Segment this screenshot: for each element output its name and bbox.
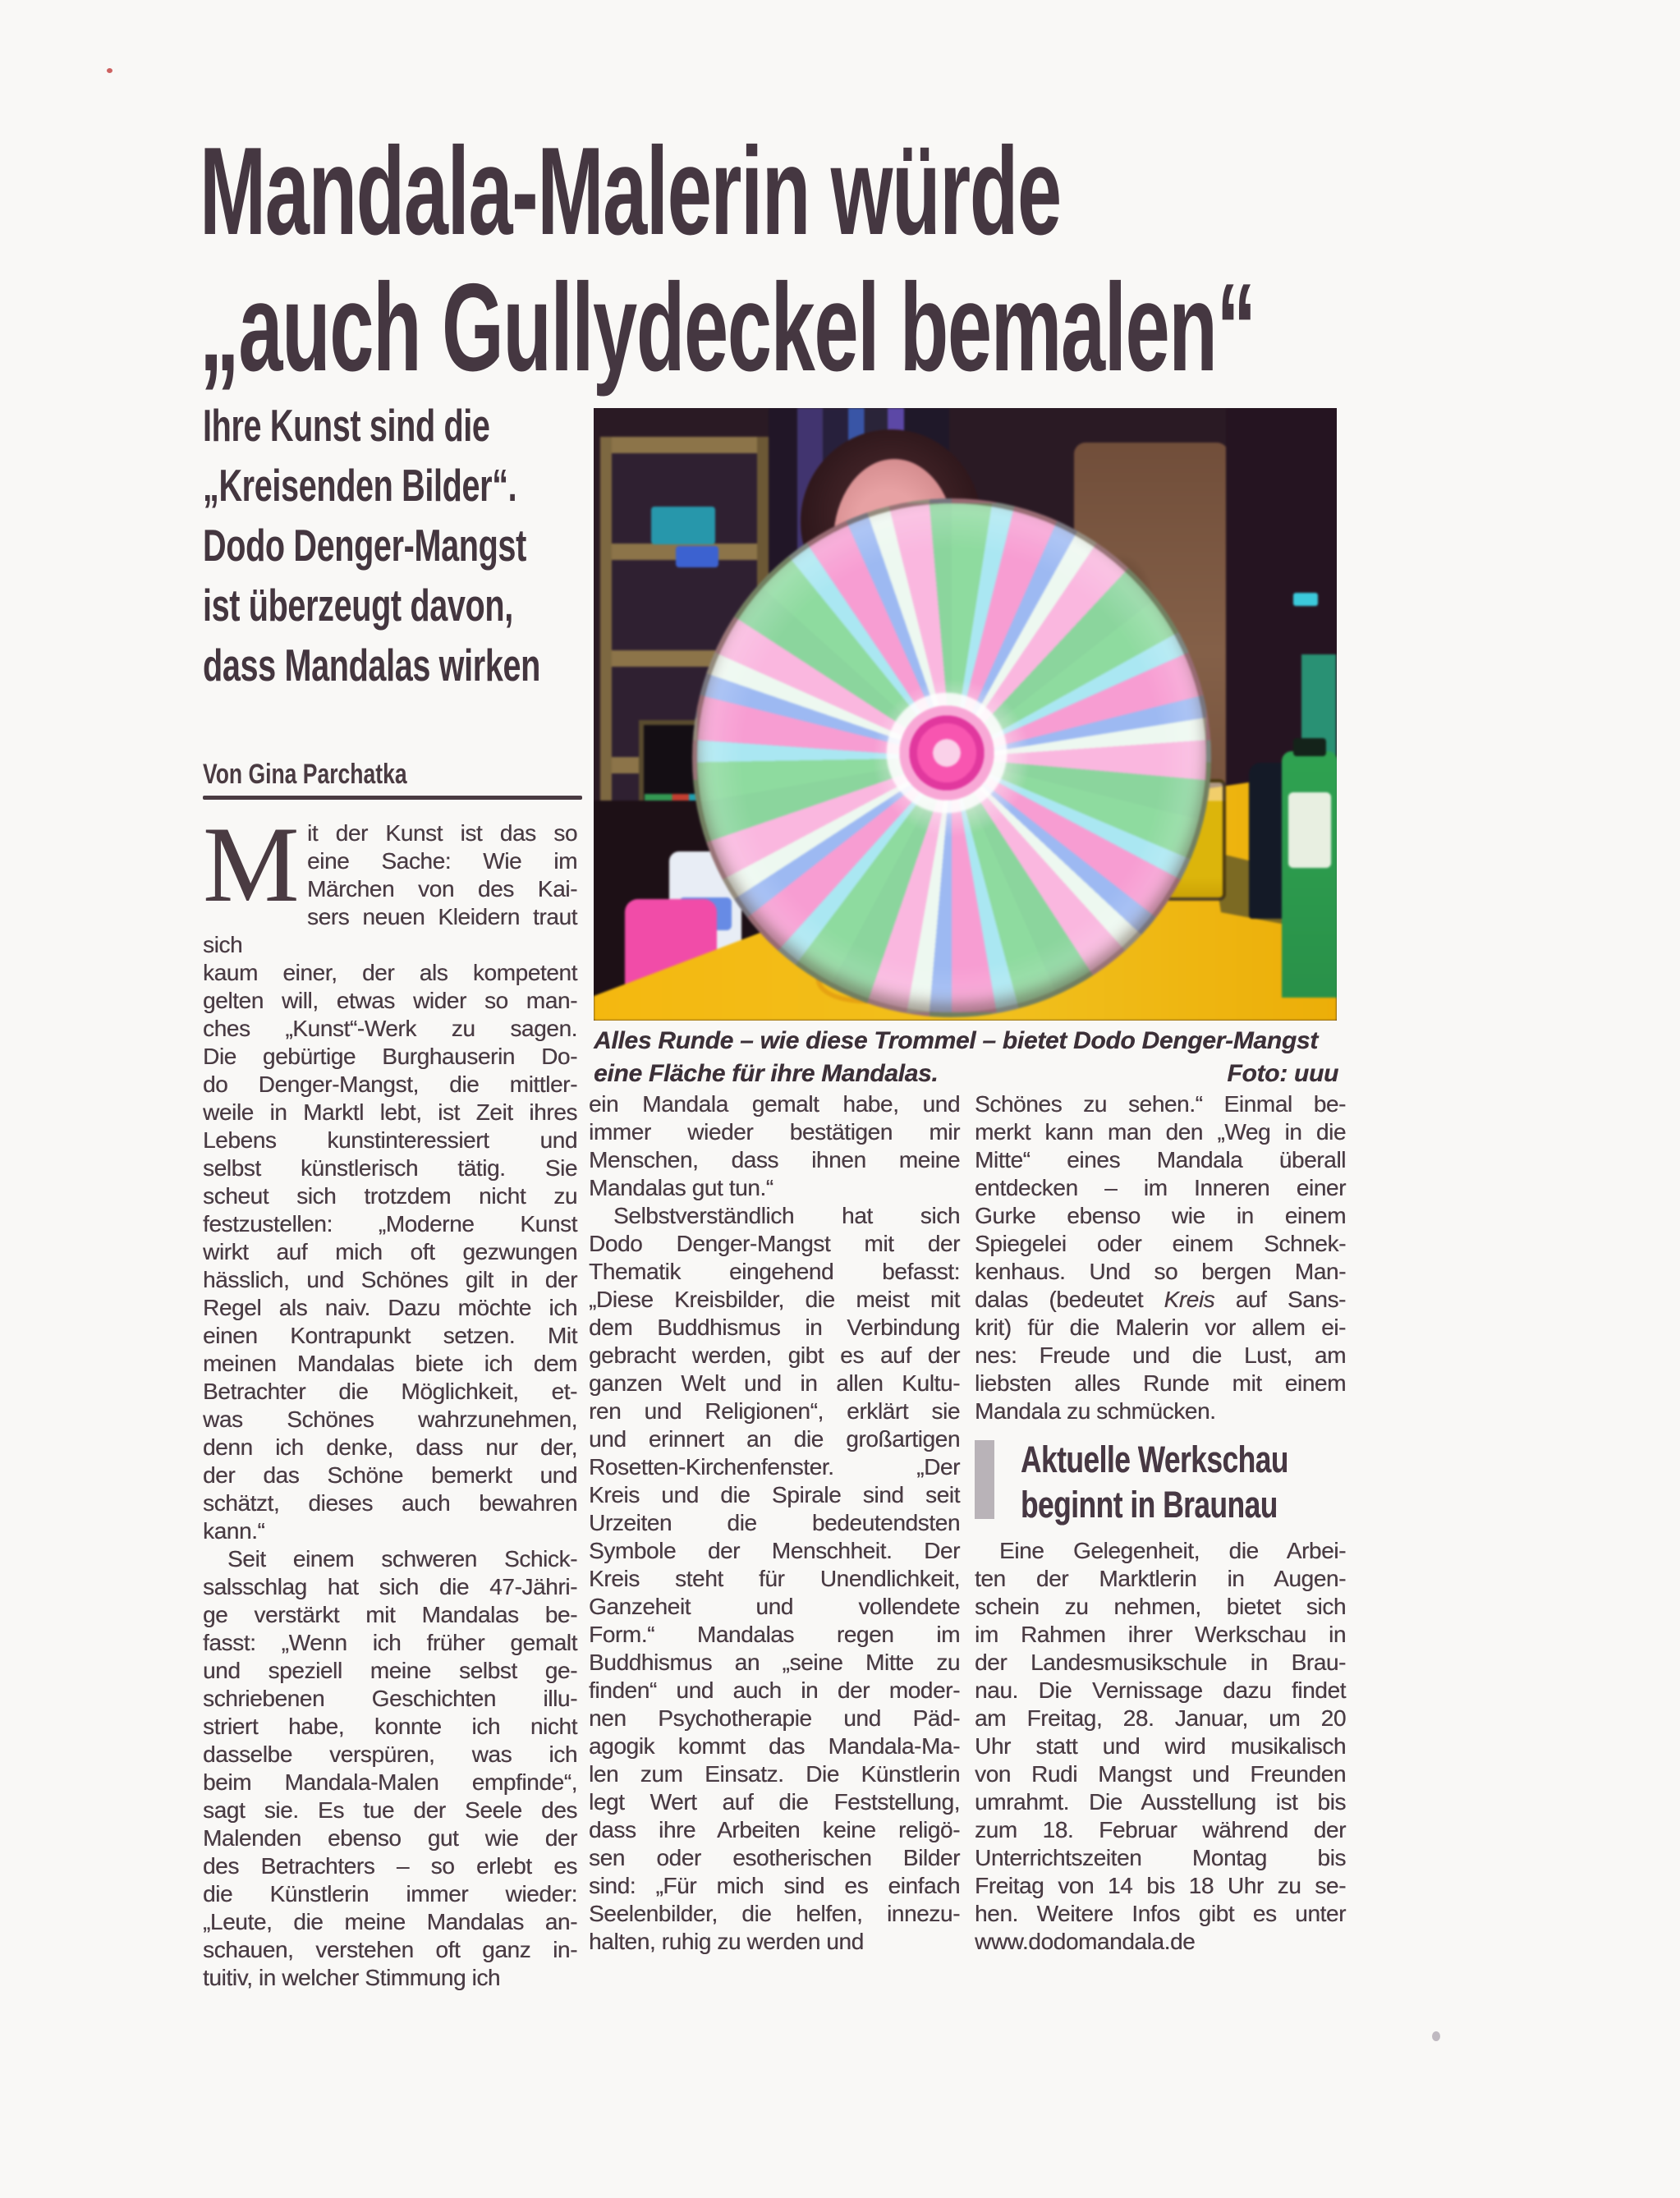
- text-line: agogik kommt das Mandala-Ma-: [589, 1733, 960, 1759]
- text-line: dass ihre Arbeiten keine religö-: [589, 1817, 960, 1842]
- byline-rule: [203, 796, 582, 800]
- text-line: gebracht werden, gibt es auf der: [589, 1342, 960, 1368]
- column-subhead: [975, 1437, 1346, 1527]
- photo-caption: [594, 1025, 1338, 1090]
- text-line: von Rudi Mangst und Freunden: [975, 1761, 1346, 1787]
- drum-center-flower: [877, 683, 1017, 823]
- text-line: merkt kann man den „Weg in die: [975, 1119, 1346, 1145]
- text-line: Regel als naiv. Dazu möchte ich: [203, 1295, 577, 1320]
- text-line: ches „Kunst“-Werk zu sagen.: [203, 1016, 577, 1041]
- caption-line1: Alles Runde – wie diese Trommel – bietet Dodo Denger-Mangst: [594, 1027, 1318, 1054]
- text-line: nes: Freude und die Lust, am: [975, 1342, 1346, 1368]
- paragraph: [975, 1090, 1346, 1425]
- text-line: halten, ruhig zu werden und: [589, 1929, 864, 1954]
- text-line: it der Kunst ist das so: [306, 820, 577, 846]
- text-line: Unterrichtszeiten Montag bis: [975, 1845, 1346, 1870]
- text-line: Seelenbilder, die helfen, innezu-: [589, 1901, 960, 1926]
- paragraph: [203, 1545, 577, 1992]
- text-line: Dodo Denger-Mangst mit der: [589, 1231, 960, 1256]
- text-line: schriebenen Geschichten illu-: [203, 1686, 577, 1711]
- text-line: dasselbe verspüren, was ich: [203, 1741, 577, 1767]
- scan-dust-speck: [1432, 2031, 1440, 2041]
- text-line: Malenden ebenso gut wie der: [203, 1825, 577, 1851]
- text-line: weile in Marktl lebt, ist Zeit ihres: [203, 1099, 577, 1125]
- text-line: kenhaus. Und so bergen Man-: [975, 1259, 1346, 1284]
- text-line: sind: „Für mich sind es einfach: [589, 1873, 960, 1898]
- photo-scene: [594, 408, 1337, 1021]
- text-line: ganzen Welt und in allen Kultu-: [589, 1370, 960, 1396]
- text-line: gelten will, etwas wider so man-: [203, 988, 577, 1013]
- text-line: schätzt, dieses auch bewahren: [203, 1490, 577, 1516]
- text-line: dass Mandalas wirken: [203, 640, 540, 691]
- text-line: krit) für die Malerin vor allem ei-: [975, 1315, 1346, 1340]
- text-line: „Diese Kreisbilder, die meist mit: [589, 1287, 960, 1312]
- text-line: Betrachter die Möglichkeit, et-: [203, 1379, 577, 1404]
- text-column-2: [589, 1090, 960, 1956]
- paragraph: [589, 1090, 960, 1202]
- text-line: Ihre Kunst sind die: [203, 400, 490, 451]
- text-line: salsschlag hat sich die 47-Jähri-: [203, 1574, 577, 1599]
- text-line: Selbstverständlich hat sich: [613, 1203, 960, 1228]
- green-bottle: [1282, 751, 1337, 998]
- shelf-item-blue: [676, 546, 718, 567]
- text-line: do Denger-Mangst, die mittler-: [203, 1071, 577, 1097]
- text-line: was Schönes wahrzunehmen,: [203, 1406, 577, 1432]
- paragraph: [975, 1537, 1346, 1956]
- text-line: kann.“: [203, 1518, 265, 1544]
- text-line: Kreis und die Spirale sind seit: [589, 1482, 960, 1507]
- text-line: meinen Mandalas biete ich dem: [203, 1351, 577, 1376]
- text-line: Form.“ Mandalas regen im: [589, 1622, 960, 1647]
- text-line: liebsten alles Runde mit einem: [975, 1370, 1346, 1396]
- shelf-item-teal: [651, 507, 715, 544]
- text-line: Buddhismus an „seine Mitte zu: [589, 1650, 960, 1675]
- text-column-3: [975, 1090, 1346, 1956]
- green-bottle-cap: [1293, 738, 1326, 756]
- text-line: ten der Marktlerin in Augen-: [975, 1566, 1346, 1591]
- text-line: nau. Die Vernissage dazu findet: [975, 1677, 1346, 1703]
- text-line: tuitiv, in welcher Stimmung ich: [203, 1965, 501, 1990]
- subhead-line: beginnt in Braunau: [1021, 1484, 1278, 1526]
- text-line: ge verstärkt mit Mandalas be-: [203, 1602, 577, 1627]
- text-line: Kreis steht für Unendlichkeit,: [589, 1566, 960, 1591]
- text-line: „Kreisenden Bilder“.: [203, 460, 517, 511]
- text-line: „auch Gullydeckel bemalen“: [200, 258, 1255, 397]
- text-line: Thematik eingehend befasst:: [589, 1259, 960, 1284]
- article-photo: [594, 408, 1337, 1021]
- scan-dust-speck: [107, 68, 112, 73]
- text-line: hässlich, und Schönes gilt in der: [203, 1267, 577, 1292]
- text-line: im Rahmen ihrer Werkschau in: [975, 1622, 1346, 1647]
- text-line: schein zu nehmen, bietet sich: [975, 1594, 1346, 1619]
- text-line: „Leute, die meine Mandalas an-: [203, 1909, 577, 1934]
- text-line: wirkt auf mich oft gezwungen: [203, 1239, 577, 1264]
- text-line: nen Psychotherapie und Päd-: [589, 1705, 960, 1731]
- text-line: Rosetten-Kirchenfenster. „Der: [589, 1454, 960, 1480]
- text-line: Dodo Denger-Mangst: [203, 520, 526, 571]
- subhead-bar: [975, 1440, 994, 1519]
- text-line: Mitte“ eines Mandala überall: [975, 1147, 1346, 1172]
- text-line: beim Mandala-Malen empfinde“,: [203, 1769, 577, 1795]
- text-line: Eine Gelegenheit, die Arbei-: [999, 1538, 1346, 1563]
- text-line: immer wieder bestätigen mir: [589, 1119, 960, 1145]
- text-line: und erinnert an die großartigen: [589, 1426, 960, 1452]
- text-line: die Künstlerin immer wieder:: [203, 1881, 577, 1907]
- text-line: dalas (bedeutet Kreis auf Sans-: [975, 1287, 1346, 1312]
- text-column-1: [203, 804, 577, 1992]
- text-line: Die gebürtige Burghauserin Do-: [203, 1044, 577, 1069]
- caption-line2: eine Fläche für ihre Mandalas.: [594, 1060, 939, 1087]
- text-line: Symbole der Menschheit. Der: [589, 1538, 960, 1563]
- green-bottle-label: [1288, 792, 1331, 868]
- text-line: Spiegelei oder einem Schnek-: [975, 1231, 1346, 1256]
- text-line: sagt sie. Es tue der Seele des: [203, 1797, 577, 1823]
- text-line: dem Buddhismus in Verbindung: [589, 1315, 960, 1340]
- text-line: Ganzeheit und vollendete: [589, 1594, 960, 1619]
- text-line: ein Mandala gemalt habe, und: [589, 1091, 960, 1117]
- text-line: Mandala-Malerin würde: [200, 122, 1061, 261]
- byline: Von Gina Parchatka: [203, 759, 407, 790]
- text-line: eine Sache: Wie im: [306, 848, 577, 874]
- text-line: Lebens kunstinteressiert und: [203, 1127, 577, 1153]
- text-line: Freitag von 14 bis 18 Uhr zu se-: [975, 1873, 1346, 1898]
- text-line: zum 18. Februar während der: [975, 1817, 1346, 1842]
- text-line: selbst künstlerisch tätig. Sie: [203, 1155, 577, 1181]
- text-line: festzustellen: „Moderne Kunst: [203, 1211, 577, 1237]
- text-line: denn ich denke, dass nur der,: [203, 1434, 577, 1460]
- text-line: Uhr statt und wird musikalisch: [975, 1733, 1346, 1759]
- text-line: Märchen von des Kai-: [306, 876, 577, 902]
- text-line: des Betrachters – so erlebt es: [203, 1853, 577, 1879]
- text-line: sers neuen Kleidern traut sich: [203, 904, 577, 957]
- text-line: ren und Religionen“, erklärt sie: [589, 1398, 960, 1424]
- text-line: Menschen, dass ihnen meine: [589, 1147, 960, 1172]
- text-line: Schönes zu sehen.“ Einmal be-: [975, 1091, 1346, 1117]
- text-line: scheut sich trotzdem nicht zu: [203, 1183, 577, 1209]
- text-line: ist überzeugt davon,: [203, 580, 513, 631]
- background-cyan-dash: [1293, 593, 1318, 606]
- text-line: der Landesmusikschule in Brau-: [975, 1650, 1346, 1675]
- text-line: Gurke ebenso wie in einem: [975, 1203, 1346, 1228]
- subhead-line: Aktuelle Werkschau: [1021, 1439, 1288, 1480]
- text-line: striert habe, konnte ich nicht: [203, 1714, 577, 1739]
- text-line: am Freitag, 28. Januar, um 20: [975, 1705, 1346, 1731]
- text-line: fasst: „Wenn ich früher gemalt: [203, 1630, 577, 1655]
- text-line: umrahmt. Die Ausstellung ist bis: [975, 1789, 1346, 1815]
- text-line: legt Wert auf die Feststellung,: [589, 1789, 960, 1815]
- text-line: kaum einer, der als kompetent: [203, 960, 577, 985]
- text-line: entdecken – im Inneren einer: [975, 1175, 1346, 1200]
- paragraph: [589, 1202, 960, 1956]
- article-headline: [200, 123, 1461, 396]
- text-line: finden“ und auch in der moder-: [589, 1677, 960, 1703]
- photo-credit: Foto: uuu: [1227, 1060, 1338, 1087]
- text-line: der das Schöne bemerkt und: [203, 1462, 577, 1488]
- text-line: und speziell meine selbst ge-: [203, 1658, 577, 1683]
- text-line: Mandala zu schmücken.: [975, 1398, 1216, 1424]
- text-line: www.dodomandala.de: [975, 1929, 1196, 1954]
- text-line: einen Kontrapunkt setzen. Mit: [203, 1323, 577, 1348]
- text-line: Mandalas gut tun.“: [589, 1175, 773, 1200]
- text-line: schauen, verstehen oft ganz in-: [203, 1937, 577, 1962]
- text-line: hen. Weitere Infos gibt es unter: [975, 1901, 1346, 1926]
- paragraph: [203, 804, 577, 1545]
- text-line: Urzeiten die bedeutendsten: [589, 1510, 960, 1535]
- text-line: Seit einem schweren Schick-: [227, 1546, 577, 1572]
- drop-cap: M: [203, 804, 299, 925]
- text-line: sen oder esotherischen Bilder: [589, 1845, 960, 1870]
- text-line: len zum Einsatz. Die Künstlerin: [589, 1761, 960, 1787]
